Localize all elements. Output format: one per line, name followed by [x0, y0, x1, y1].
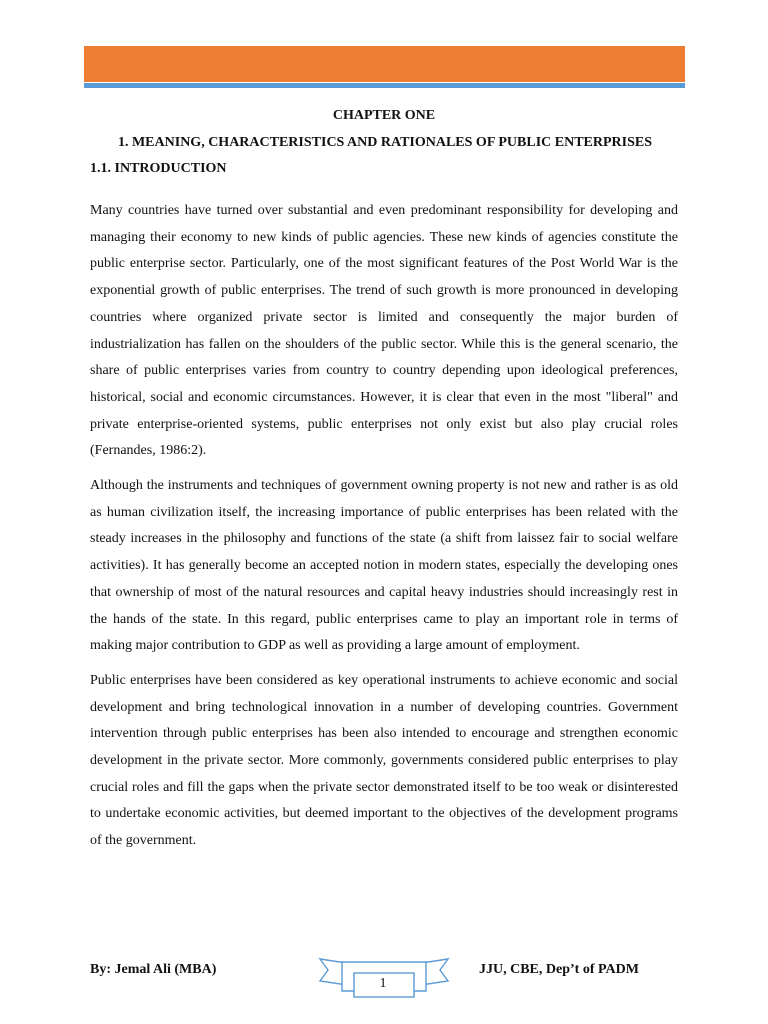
header-blue-rule [84, 83, 685, 88]
paragraph-2: Although the instruments and techniques of government owning property is not new and rather is as old as human civilization itself, the increasing importance of public enterprises has been related with the steady increases in the philosophy and functions of the state (a shift from laissez fair to social welfare activities). It has generally become an accepted notion in modern states, especially the developing ones that ownership of most of the natural resources and capital heavy industries should increasingly rest in the hands of the state. In this regard, public enterprises came to play an important role in terms of making major contribution to GDP as well as providing a large amount of employment. [90, 478, 678, 654]
footer-author: By: Jemal Ali (MBA) [90, 962, 217, 977]
chapter-title: CHAPTER ONE [332, 108, 436, 123]
section-title: 1. MEANING, CHARACTERISTICS AND RATIONALES OF PUBLIC ENTERPRISES [117, 135, 653, 150]
header-orange-band [84, 46, 685, 82]
page-number: 1 [379, 976, 387, 991]
paragraph-1: Many countries have turned over substantial and even predominant responsibility for developing and managing their economy to new kinds of public agencies. These new kinds of agencies constitute the public enterprise sector. Particularly, one of the most significant features of the Post World War is the exponential growth of public enterprises. The trend of such growth is more pronounced in developing countries where organized private sector is limited and consequently the major burden of industrialization has fallen on the shoulders of the public sector. While this is the general scenario, the share of public enterprises varies from country to country depending upon ideological preferences, historical, social and economic circumstances. However, it is clear that even in the most "liberal" and private enterprise-oriented systems, public enterprises not only exist but also play crucial roles (Fernandes, 1986:2). [90, 203, 678, 459]
footer-institution: JJU, CBE, Dep’t of PADM [479, 962, 639, 977]
paragraph-3: Public enterprises have been considered as key operational instruments to achieve economic and social development and bring technological innovation in a number of developing countries. Government intervention through public enterprises has been also intended to encourage and strengthen economic development in the private sector. More commonly, governments considered public enterprises to play crucial roles and fill the gaps when the private sector demonstrated itself to be too weak or disinterested to undertake economic activities, but deemed important to the objectives of the development programs of the government. [90, 672, 678, 849]
body-text [90, 198, 678, 863]
subsection-title: 1.1. INTRODUCTION [90, 161, 227, 176]
